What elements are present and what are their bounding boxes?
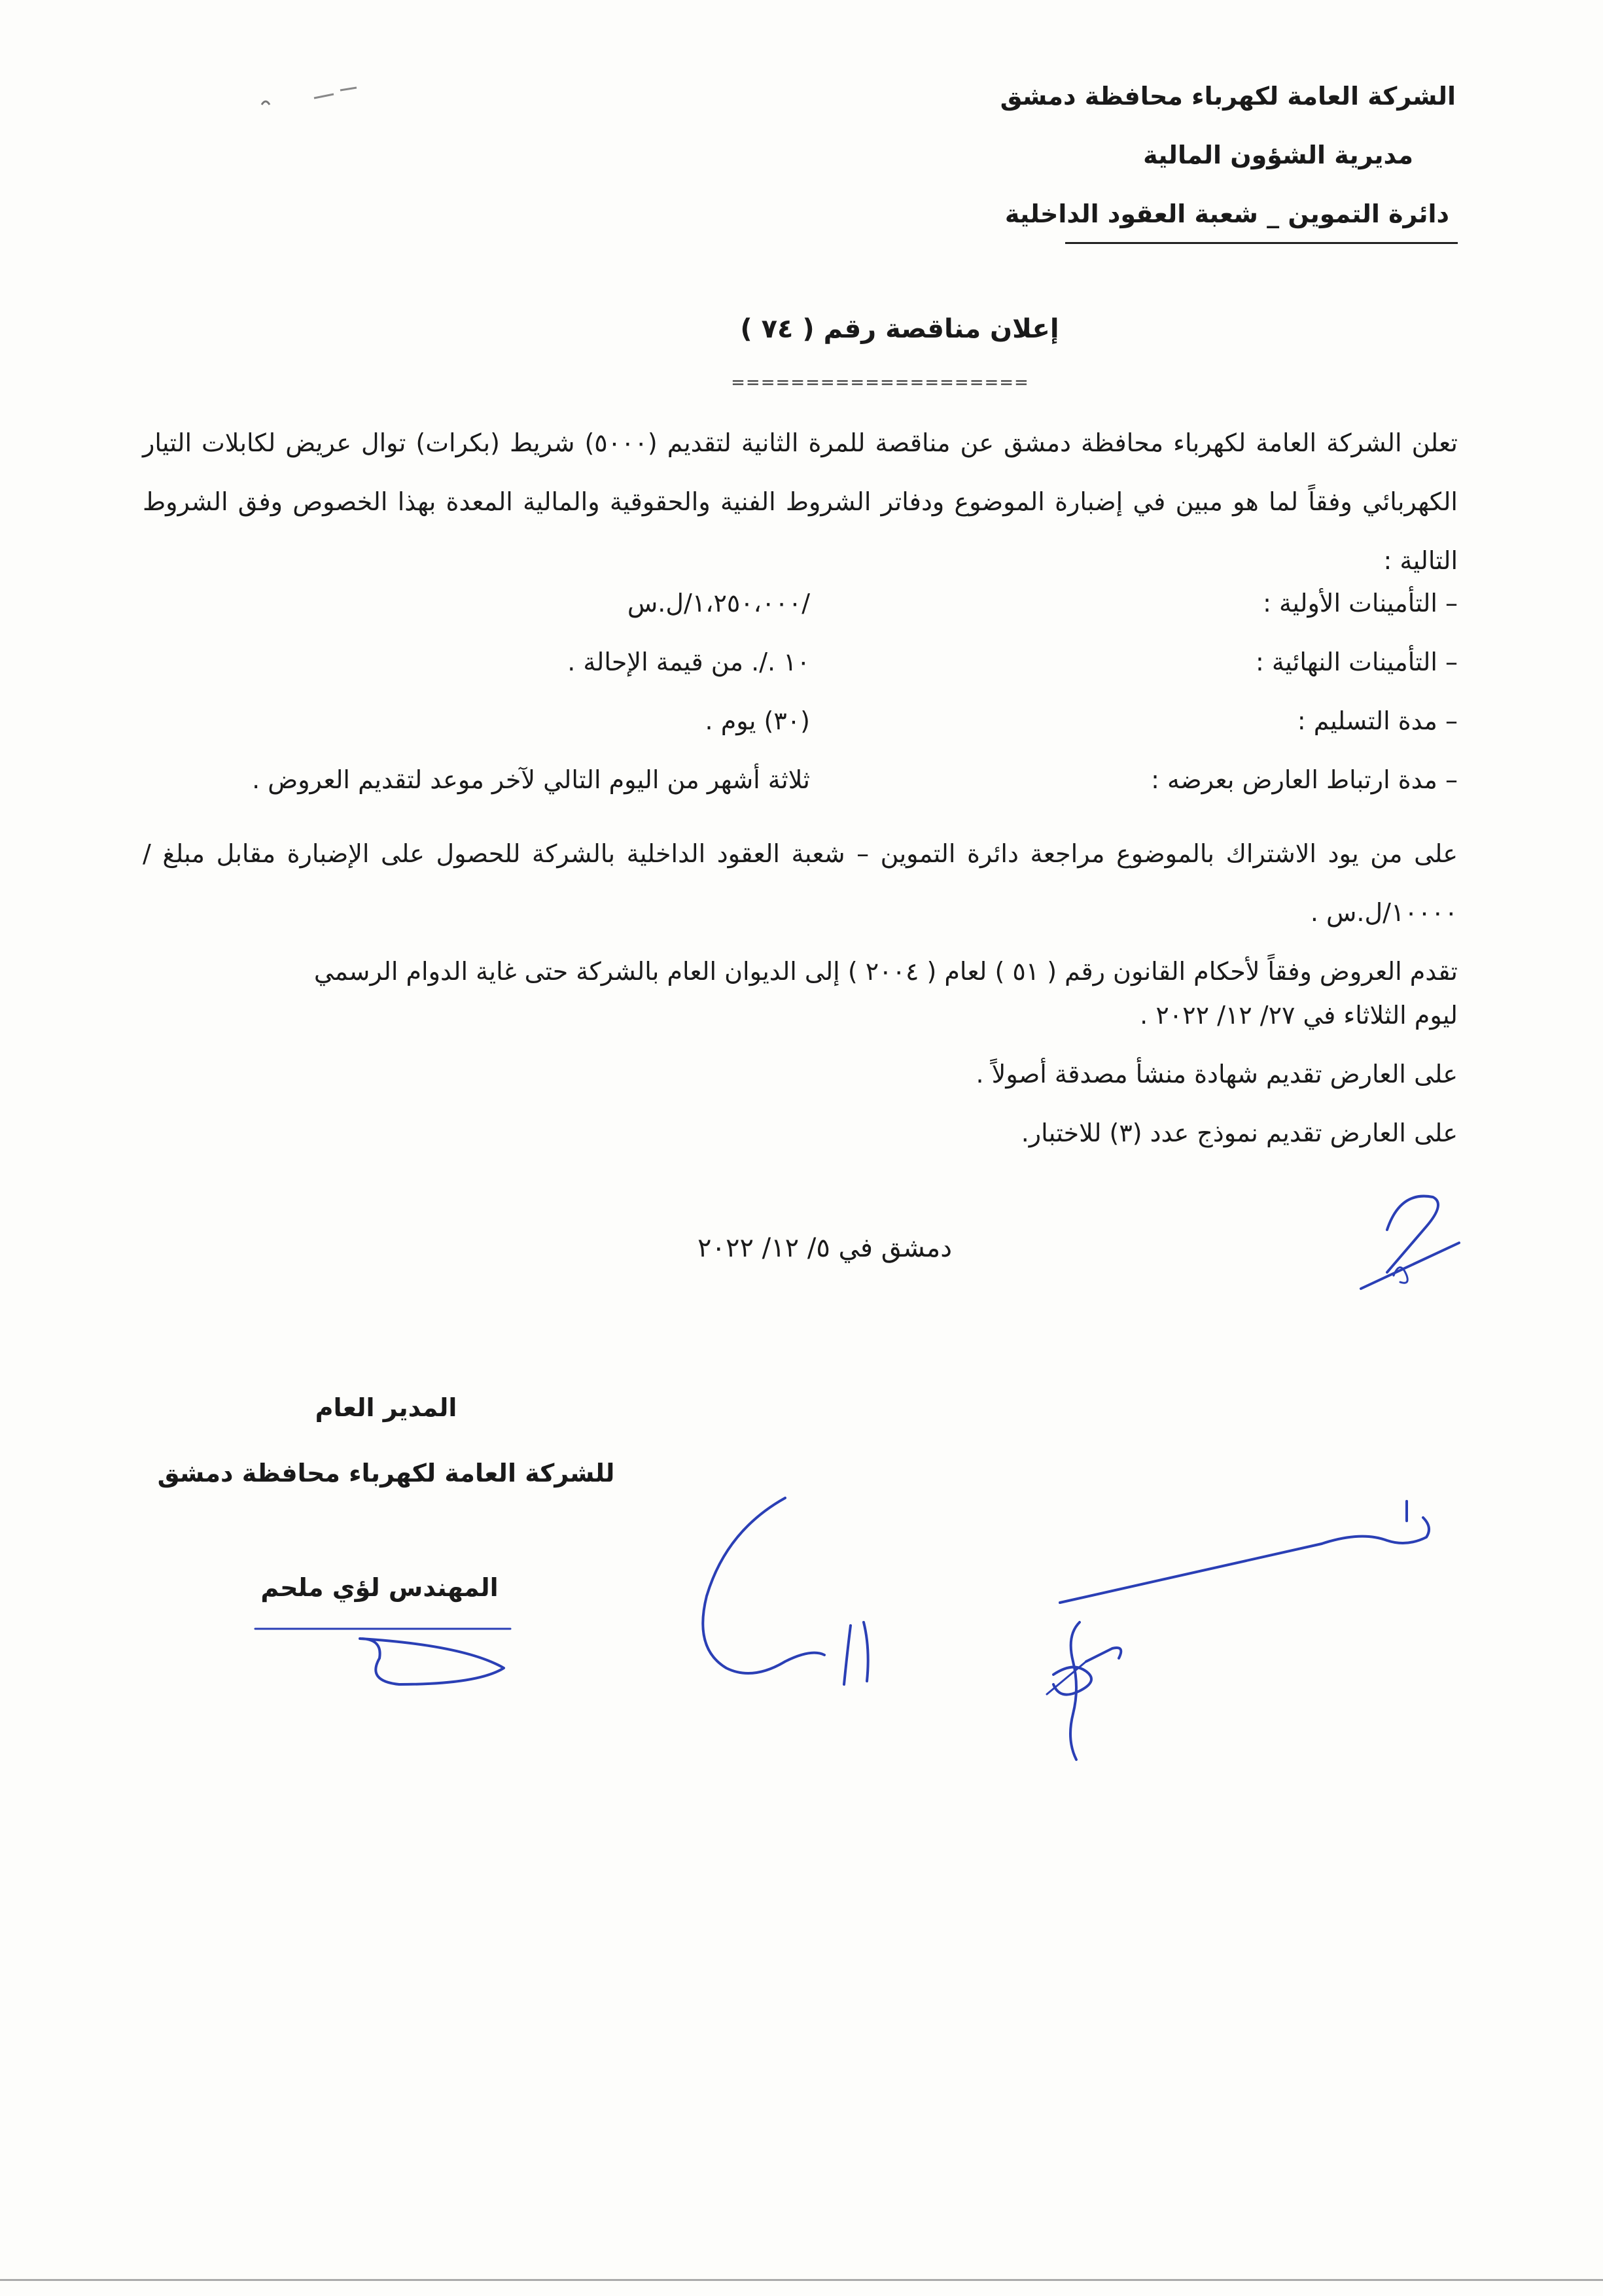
department-name: دائرة التموين _ شعبة العقود الداخلية (1004, 200, 1449, 228)
directorate-name: مديرية الشؤون المالية (1143, 141, 1413, 169)
issue-date: دمشق في ٥/ ١٢/ ٢٠٢٢ (697, 1233, 952, 1263)
initial-signature-icon (1348, 1184, 1479, 1302)
condition-label: – مدة ارتباط العارض بعرضه : (1151, 765, 1458, 794)
condition-row (143, 648, 1458, 706)
header-underline (1065, 242, 1458, 244)
deadline-line: ليوم الثلاثاء في ٢٧/ ١٢/ ٢٠٢٢ . (1140, 1001, 1458, 1030)
scan-edge-line (0, 2279, 1603, 2281)
condition-value: /١،٢٥٠،٠٠٠/ل.س (627, 589, 810, 617)
certificate-line: على العارض تقديم شهادة منشأ مصدقة أصولاً . (976, 1060, 1458, 1088)
company-name: الشركة العامة لكهرباء محافظة دمشق (1000, 82, 1456, 111)
condition-row (143, 765, 1458, 824)
page-title: إعلان مناقصة رقم ( ٧٤ ) (740, 314, 1059, 344)
sample-line: على العارض تقديم نموذج عدد (٣) للاختبار. (1021, 1119, 1458, 1147)
condition-label: – التأمينات الأولية : (1263, 589, 1458, 617)
condition-row (143, 589, 1458, 648)
condition-value: (٣٠) يوم . (705, 706, 810, 735)
signatory-organization: للشركة العامة لكهرباء محافظة دمشق (157, 1459, 615, 1487)
main-signature-icon (667, 1485, 942, 1694)
condition-label: – التأمينات النهائية : (1256, 648, 1458, 676)
scan-mark-icon (255, 78, 386, 118)
committee-signature-icon (955, 1485, 1453, 1799)
signatory-role: المدير العام (315, 1393, 457, 1422)
intro-paragraph: تعلن الشركة العامة لكهرباء محافظة دمشق عن مناقصة للمرة الثانية لتقديم (٥٠٠٠) شريط (بكرات) توال عريض لكابلات التيار الكهربائي وفقاً لما هو مبين في إضبارة الموضوع ودفاتر الشروط الفنية والحقوقية والمالية المعدة بهذا الخصوص وفق الشروط التالية : (143, 428, 1458, 575)
condition-value: ثلاثة أشهر من اليوم التالي لآخر موعد لتقديم العروض . (252, 765, 810, 794)
participation-paragraph: على من يود الاشتراك بالموضوع مراجعة دائرة التموين – شعبة العقود الداخلية بالشركة للحصول على الإضبارة مقابل مبلغ /١٠٠٠٠/ل.س . (143, 839, 1458, 927)
title-separator: ==================== (731, 373, 1029, 392)
condition-label: – مدة التسليم : (1297, 706, 1458, 735)
submission-paragraph: تقدم العروض وفقاً لأحكام القانون رقم ( ٥١ ) لعام ( ٢٠٠٤ ) إلى الديوان العام بالشركة حتى غاية الدوام الرسمي (313, 957, 1458, 986)
signatory-name: المهندس لؤي ملحم (260, 1573, 499, 1602)
condition-row (143, 706, 1458, 765)
condition-value: ١٠ ./. من قيمة الإحالة . (567, 648, 810, 676)
signature-stroke-icon (249, 1616, 523, 1694)
